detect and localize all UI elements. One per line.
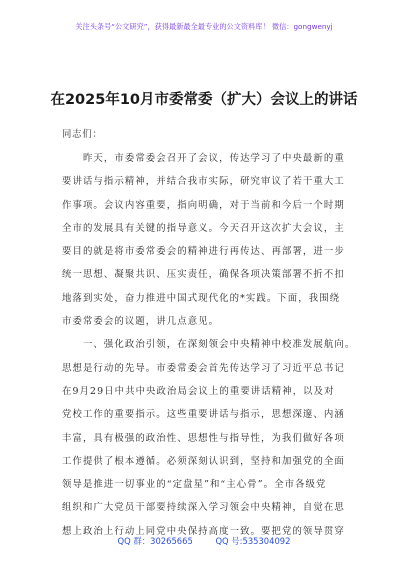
body-line: 统一思想、凝聚共识、压实责任，确保各项决策部署不折不扣 [62, 269, 345, 281]
document-title: 在2025年10月市委常委（扩大）会议上的讲话 [50, 92, 358, 108]
body-line: 领导是推进一切事业的“定盘星”和“主心骨”。全市各级党 [62, 479, 327, 491]
greeting: 同志们： [62, 129, 103, 140]
body-line: 全市的发展具有关键的指导意义。今天召开这次扩大会议，主 [62, 222, 345, 234]
body-line: 昨天，市委常委会召开了会议，传达学习了中央最新的重 [62, 153, 345, 164]
body-line: 思想是行动的先导。市委常委会首先传达学习了习近平总书记 [62, 362, 345, 374]
footer-contacts [0, 535, 408, 547]
body-line: 想上政治上行动上同党中央保持高度一致。要把党的领导贯穿 [62, 525, 345, 537]
body-line: 党校工作的重要指示。这些重要讲话与指示，思想深邃、内涵 [62, 409, 345, 421]
promo-notice: 关注头条号“公文研究”，获得最新最全最专业的公文资料库！ 微信：gongwenyj [75, 22, 333, 31]
body-line: 市委常委会的议题，讲几点意见。 [62, 316, 220, 328]
body-line: 丰富，具有极强的政治性、思想性与指导性，为我们做好各项 [62, 432, 345, 444]
body-line: 工作提供了根本遵循。必须深刻认识到，坚持和加强党的全面 [62, 455, 345, 467]
body-line: 组织和广大党员干部要持续深入学习领会中央精神，自觉在思 [62, 502, 345, 514]
body-line: 地落到实处，奋力推进中国式现代化的*实践。下面，我围绕 [62, 292, 341, 304]
qq-number: QQ 号:535304092 [215, 536, 291, 546]
body-line: 一、强化政治引领，在深刻领会中央精神中校准发展航向。 [62, 339, 356, 351]
body-line: 在9月29日中共中央政治局会议上的重要讲话精神，以及对 [62, 385, 335, 397]
document-body [62, 147, 358, 543]
body-line: 要讲话与指示精神，并结合我市实际，研究审议了若干重大工 [62, 176, 345, 188]
body-line: 作事项。会议内容重要，指向明确，对于当前和今后一个时期 [62, 199, 345, 211]
body-line: 要目的就是将市委常委会的精神进行再传达、再部署，进一步 [62, 246, 345, 258]
qq-group: QQ 群：30265665 [117, 536, 193, 546]
